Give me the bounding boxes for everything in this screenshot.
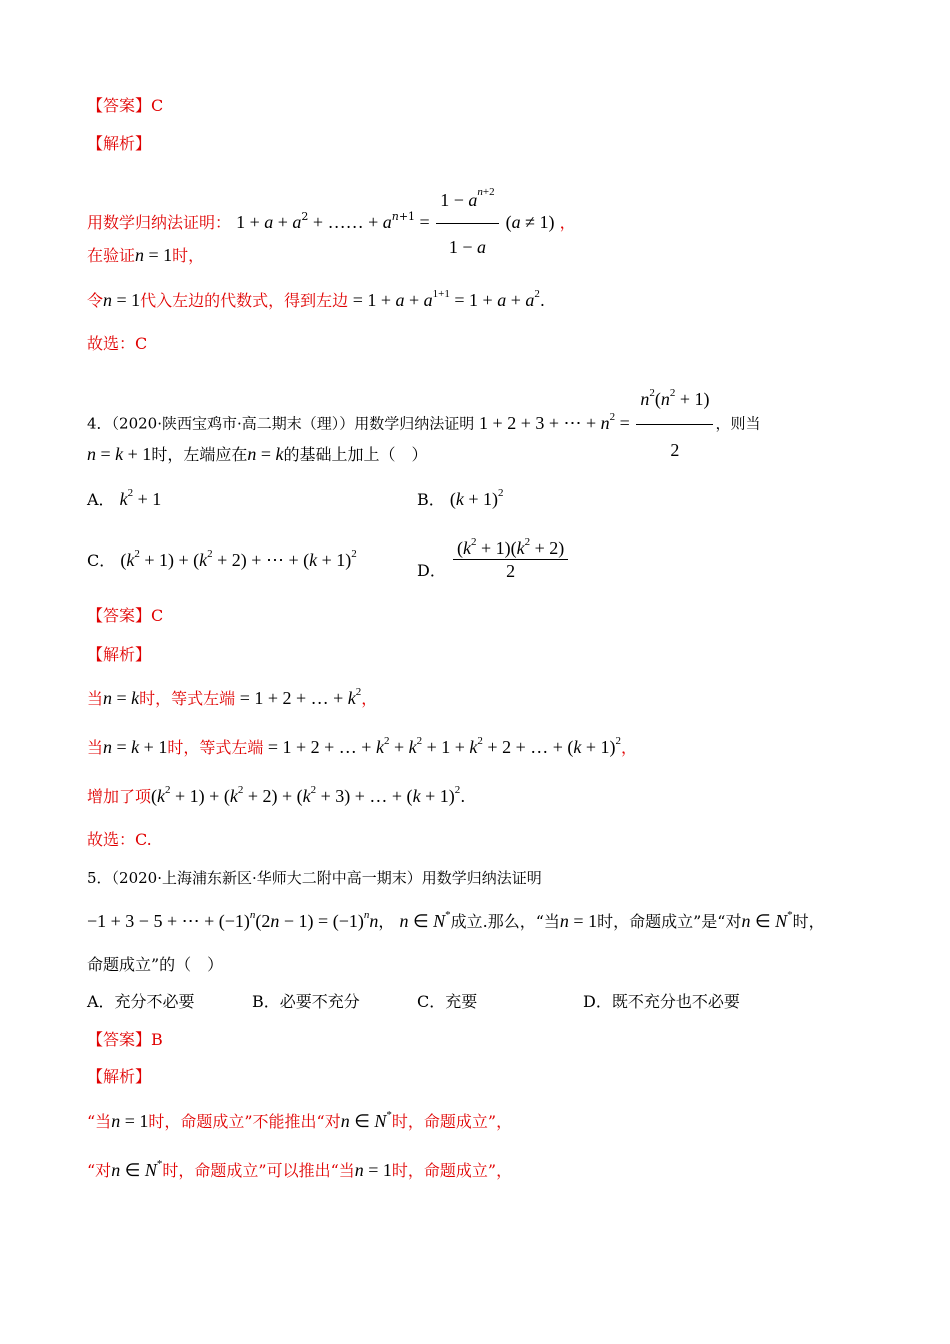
q4-option-b: B． $(k + 1)^2$	[417, 487, 504, 509]
q3-analysis-line3: 令n = 1代入左边的代数式，得到左边 = $1 + a + a^{1+1} = 1 + a + a^2$.	[87, 288, 545, 310]
q5-option-a: A．充分不必要	[87, 992, 195, 1011]
q4-analysis-line3: 增加了项$(k^2 + 1) + (k^2 + 2) + (k^2 + 3)$ + … + $(k + 1)^2$.	[87, 784, 466, 806]
q5-answer: 【答案】B	[87, 1030, 163, 1049]
q5-option-c: C．充要	[417, 992, 478, 1011]
q3-conclusion: 故选：C	[87, 334, 148, 353]
q3-answer: 【答案】C	[87, 96, 164, 115]
q4-option-c: C． $(k^2 + 1) + (k^2 + 2)$ + ⋯ + $(k + 1)^2$	[87, 548, 357, 570]
q5-analysis-line2: “对n ∈ N*时，命题成立”可以推出“当n = 1时，命题成立”，	[87, 1158, 513, 1180]
q4-stem-line2: n = k + 1时，左端应在n = k的基础上加上（ ）	[87, 444, 428, 464]
q5-option-b: B．必要不充分	[252, 992, 360, 1011]
q3-analysis-line2: 在验证n = 1时，	[87, 245, 205, 265]
q5-option-d: D．既不充分也不必要	[583, 992, 740, 1011]
q3-analysis-line1: 用数学归纳法证明： $1 + a + a^2$ + …… + $a^{n+1}$ = $\frac{1 - a^{n+2}}{1 - a}$ (a ≠ 1) ，	[87, 178, 576, 269]
q4-option-a: A． $k^2 + 1$	[87, 487, 162, 509]
q5-analysis-line1: “当n = 1时，命题成立”不能推出“对n ∈ N*时，命题成立”，	[87, 1109, 513, 1131]
q5-stem-line2: −1 + 3 − 5 + ⋯ + $(-1)^n(2n - 1) = (-1)^nn$， n ∈ N*成立.那么，“当n = 1时，命题成立”是“对n ∈ N*时，	[87, 909, 825, 931]
q5-analysis-label: 【解析】	[87, 1067, 152, 1086]
q5-stem: 5．（2020·上海浦东新区·华师大二附中高一期末）用数学归纳法证明	[87, 869, 542, 887]
q4-options-row2	[87, 538, 847, 588]
q4-conclusion: 故选：C.	[87, 830, 152, 849]
q4-answer: 【答案】C	[87, 606, 164, 625]
q4-stem: 4．（2020·陕西宝鸡市·高二期末（理））用数学归纳法证明 1 + 2 + 3 + ⋯ + $n^2$ = $\frac{n^2(n^2 + 1)}{2}$ ，则当	[87, 375, 760, 474]
q3-formula: $1 + a + a^2$ + …… + $a^{n+1}$ = $\frac{1 - a^{n+2}}{1 - a}$ (a ≠ 1)	[236, 213, 560, 232]
q3-analysis-label: 【解析】	[87, 134, 152, 153]
q5-stem-line3: 命题成立”的（ ）	[87, 955, 224, 974]
q4-analysis-line1: 当n = k时，等式左端 = 1 + 2 + … + $k^2$，	[87, 686, 378, 708]
q4-analysis-label: 【解析】	[87, 645, 152, 664]
q4-analysis-line2: 当n = k + 1时，等式左端 = 1 + 2 + … + $k^2 + k^2 + 1 + k^2 + 2$ + … + $(k + 1)^2$，	[87, 735, 638, 757]
q4-option-d: D． $\frac{(k^2 + 1)(k^2 + 2)}{2}$	[417, 538, 570, 581]
